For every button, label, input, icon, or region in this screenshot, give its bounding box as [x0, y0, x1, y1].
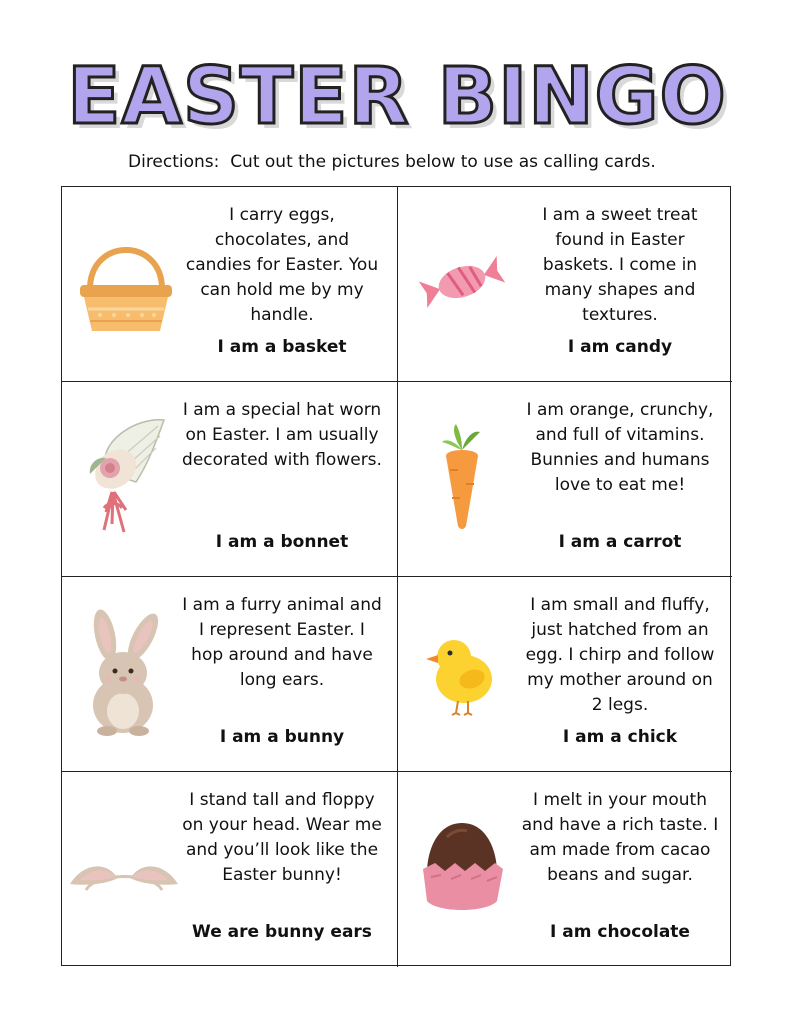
- card-answer: I am chocolate: [550, 922, 690, 942]
- card-bunny: [62, 577, 398, 772]
- card-answer: I am a bunny: [219, 727, 345, 747]
- card-clue: I am small and fluffy, just hatched from an egg. I chirp and follow my mother around on 2 legs.: [525, 595, 715, 715]
- card-answer: I am a carrot: [558, 532, 682, 552]
- directions-text: Directions: Cut out the pictures below to use as calling cards.: [128, 152, 656, 172]
- card-answer: We are bunny ears: [192, 922, 372, 942]
- card-answer: I am a basket: [217, 337, 347, 357]
- card-bunny-ears: [62, 772, 398, 967]
- card-carrot: [398, 382, 732, 577]
- basket-icon: [70, 217, 182, 347]
- card-clue: I stand tall and floppy on your head. Wear me and you’ll look like the Easter bunny!: [182, 790, 382, 885]
- bunny-icon: [70, 607, 182, 737]
- bingo-card-grid: [61, 186, 731, 966]
- card-clue: I am a special hat worn on Easter. I am usually decorated with flowers.: [182, 400, 382, 470]
- card-clue: I am a sweet treat found in Easter baskets. I come in many shapes and textures.: [542, 205, 698, 325]
- card-clue: I carry eggs, chocolates, and candies for Easter. You can hold me by my handle.: [185, 205, 379, 325]
- card-clue: I am a furry animal and I represent Easter. I hop around and have long ears.: [182, 595, 382, 690]
- card-answer: I am candy: [567, 337, 673, 357]
- card-clue: I melt in your mouth and have a rich taste. I am made from cacao beans and sugar.: [521, 790, 719, 885]
- chick-icon: [406, 607, 518, 737]
- candy-icon: [406, 217, 518, 347]
- card-basket: [62, 187, 398, 382]
- page-title: EASTER BINGO: [67, 52, 727, 142]
- card-bonnet: [62, 382, 398, 577]
- bunny-ears-icon: [64, 802, 184, 932]
- card-clue: I am orange, crunchy, and full of vitamins. Bunnies and humans love to eat me!: [526, 400, 714, 495]
- card-answer: I am a chick: [562, 727, 678, 747]
- chocolate-egg-icon: [406, 802, 518, 932]
- card-chocolate: [398, 772, 732, 967]
- card-chick: [398, 577, 732, 772]
- card-candy: [398, 187, 732, 382]
- bonnet-icon: [70, 412, 182, 542]
- card-answer: I am a bonnet: [215, 532, 349, 552]
- carrot-icon: [406, 412, 518, 542]
